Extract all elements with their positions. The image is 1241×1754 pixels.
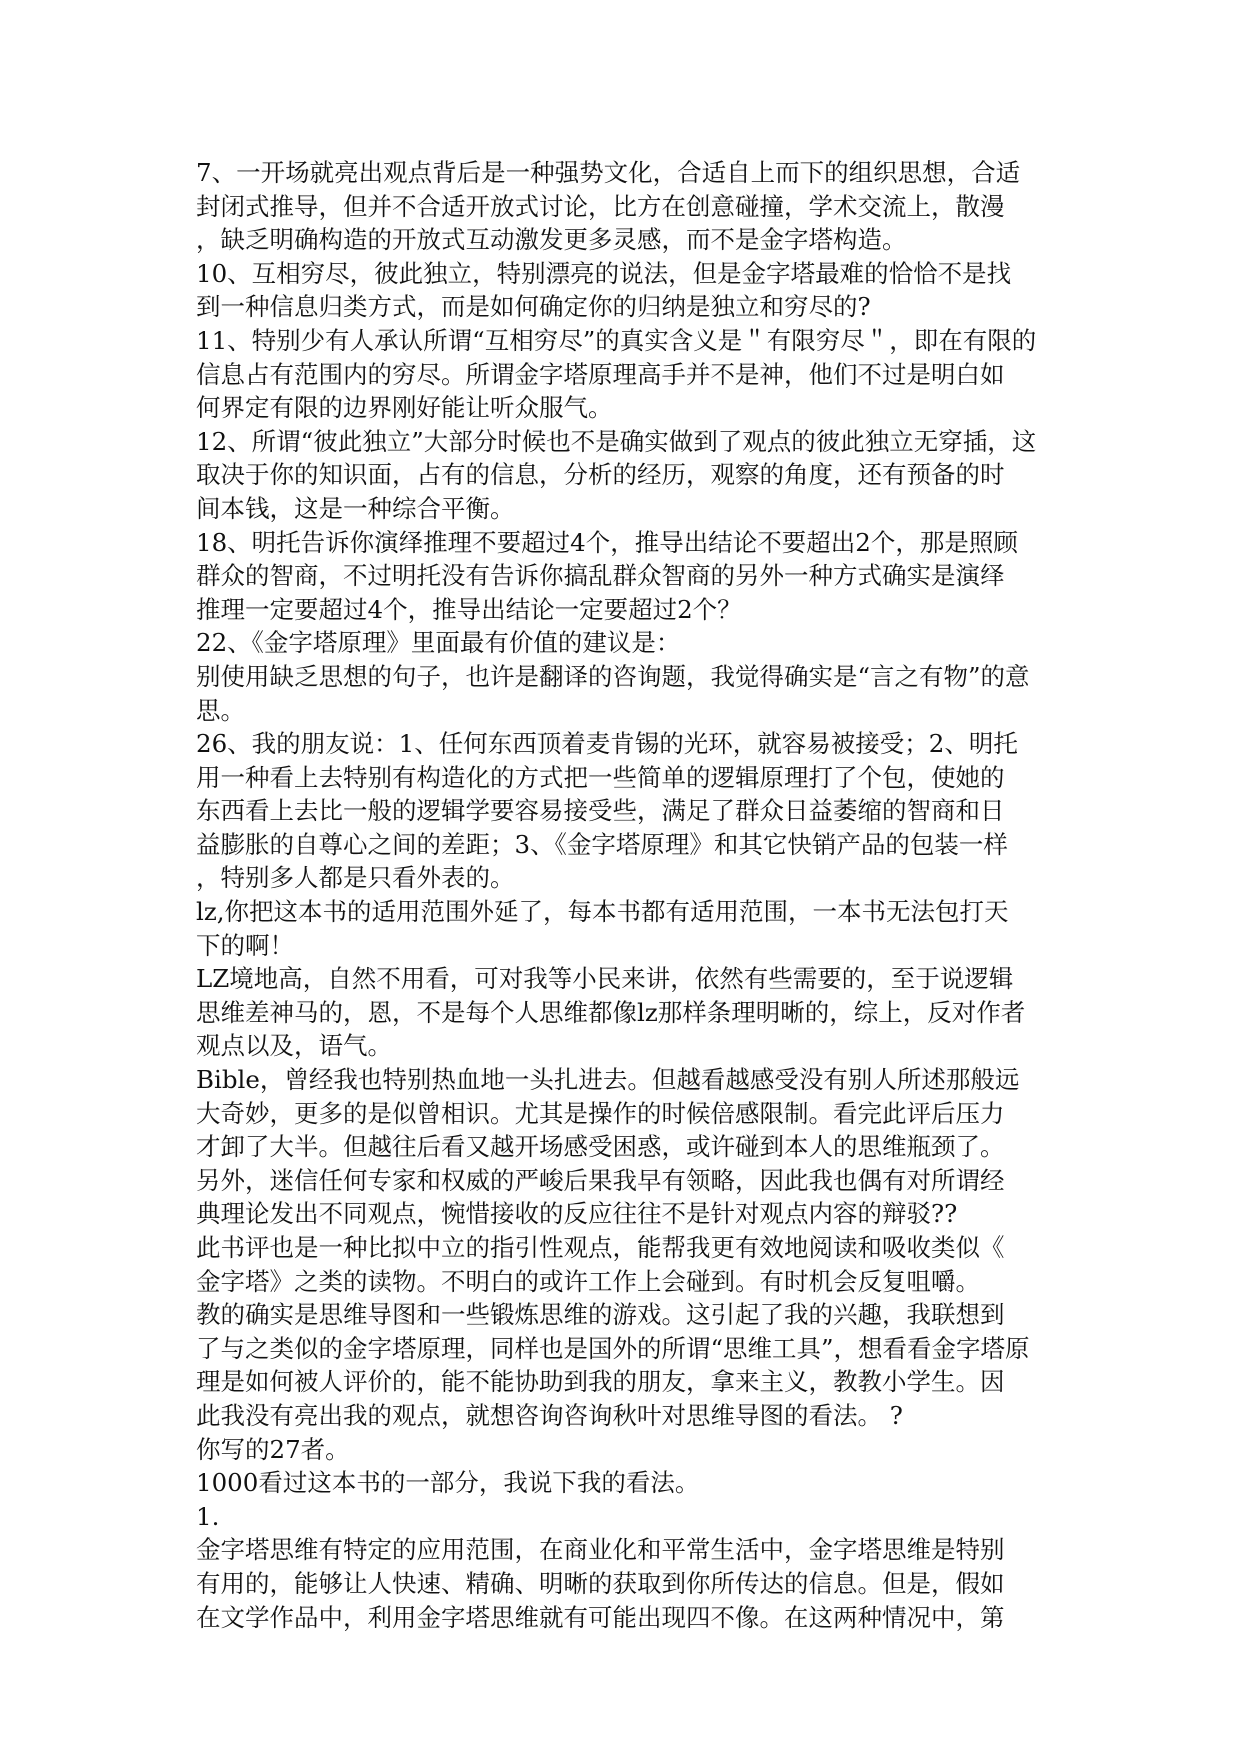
text-line: 信息占有范围内的穷尽。所谓金字塔原理高手并不是神，他们不过是明白如 — [196, 359, 1005, 389]
text-line: 此书评也是一种比拟中立的指引性观点，能帮我更有效地阅读和吸收类似《 — [196, 1233, 1005, 1262]
text-line: 金字塔思维有特定的应用范围，在商业化和平常生活中，金字塔思维是特别 — [196, 1535, 1005, 1565]
text-line: 另外，迷信任何专家和权威的严峻后果我早有领略，因此我也偶有对所谓经 — [196, 1165, 1005, 1195]
text-line: 益膨胀的自尊心之间的差距；3、《金字塔原理》和其它快销产品的包装一样 — [196, 829, 1008, 859]
text-line: 11、特别少有人承认所谓“互相穷尽”的真实含义是＂有限穷尽＂，即在有限的 — [196, 325, 1037, 355]
text-line: 用一种看上去特别有构造化的方式把一些简单的逻辑原理打了个包，使她的 — [196, 762, 1005, 792]
text-line: 12、所谓“彼此独立”大部分时候也不是确实做到了观点的彼此独立无穿插，这 — [196, 426, 1037, 456]
text-line: 1. — [196, 1501, 220, 1531]
text-line: 到一种信息归类方式，而是如何确定你的归纳是独立和穷尽的? — [196, 292, 871, 322]
text-line: 10、互相穷尽，彼此独立，特别漂亮的说法，但是金字塔最难的恰恰不是找 — [196, 258, 1012, 288]
text-line: 东西看上去比一般的逻辑学要容易接受些，满足了群众日益萎缩的智商和日 — [196, 796, 1005, 826]
text-line: 推理一定要超过4个，推导出结论一定要超过2个？ — [196, 594, 742, 624]
text-line: 何界定有限的边界刚好能让听众服气。 — [196, 393, 613, 423]
text-line: lz,你把这本书的适用范围外延了，每本书都有适用范围，一本书无法包打天 — [196, 897, 1009, 927]
text-line: 思。 — [196, 695, 245, 725]
text-line: ，特别多人都是只看外表的。 — [196, 863, 515, 893]
text-line: 才卸了大半。但越往后看又越开场感受困惑，或许碰到本人的思维瓶颈了。 — [196, 1132, 1005, 1162]
text-line: 别使用缺乏思想的句子，也许是翻译的咨询题，我觉得确实是“言之有物”的意 — [196, 661, 1030, 691]
text-line: LZ境地高，自然不用看，可对我等小民来讲，依然有些需要的，至于说逻辑 — [196, 964, 1014, 994]
text-line: 此我没有亮出我的观点，就想咨询咨询秋叶对思维导图的看法。 ? — [196, 1400, 903, 1430]
text-line: 典理论发出不同观点，惋惜接收的反应往往不是针对观点内容的辩驳?? — [196, 1199, 958, 1229]
text-line: 群众的智商，不过明托没有告诉你搞乱群众智商的另外一种方式确实是演绎 — [196, 561, 1005, 591]
text-line: 取决于你的知识面，占有的信息，分析的经历，观察的角度，还有预备的时 — [196, 460, 1005, 490]
text-line: 封闭式推导，但并不合适开放式讨论，比方在创意碰撞，学术交流上，散漫 — [196, 191, 1005, 221]
text-line: 7、一开场就亮出观点背后是一种强势文化，合适自上而下的组织思想，合适 — [196, 158, 1021, 187]
text-line: 26、我的朋友说：1、任何东西顶着麦肯锡的光环，就容易被接受；2、明托 — [196, 729, 1018, 759]
text-line: 下的啊！ — [196, 930, 294, 960]
text-line: 间本钱，这是一种综合平衡。 — [196, 493, 515, 523]
text-line: 在文学作品中，利用金字塔思维就有可能出现四不像。在这两种情况中，第 — [196, 1602, 1005, 1632]
text-line: ，缺乏明确构造的开放式互动激发更多灵感，而不是金字塔构造。 — [196, 225, 907, 255]
text-line: 金字塔》之类的读物。不明白的或许工作上会碰到。有时机会反复咀嚼。 — [196, 1266, 980, 1296]
text-line: 1000看过这本书的一部分，我说下我的看法。 — [196, 1468, 700, 1498]
text-line: 观点以及，语气。 — [196, 1031, 392, 1061]
text-line: 你写的27者。 — [196, 1434, 350, 1464]
text-line: 22、《金字塔原理》里面最有价值的建议是： — [196, 628, 681, 658]
text-line: 大奇妙，更多的是似曾相识。尤其是操作的时候倍感限制。看完此评后压力 — [196, 1098, 1005, 1128]
text-line: 了与之类似的金字塔原理，同样也是国外的所谓“思维工具”，想看看金字塔原 — [196, 1333, 1030, 1363]
text-line: 教的确实是思维导图和一些锻炼思维的游戏。这引起了我的兴趣，我联想到 — [196, 1300, 1005, 1330]
text-line: 理是如何被人评价的，能不能协助到我的朋友，拿来主义，教教小学生。因 — [196, 1367, 1005, 1397]
text-line: 有用的，能够让人快速、精确、明晰的获取到你所传达的信息。但是，假如 — [196, 1568, 1005, 1598]
document-body — [196, 156, 1048, 1634]
text-line: 思维差神马的，恩，不是每个人思维都像lz那样条理明晰的，综上，反对作者 — [196, 997, 1026, 1027]
text-line: 18、明托告诉你演绎推理不要超过4个，推导出结论不要超出2个，那是照顾 — [196, 527, 1018, 557]
text-line: Bible，曾经我也特别热血地一头扎进去。但越看越感受没有别人所述那般远 — [196, 1065, 1020, 1095]
